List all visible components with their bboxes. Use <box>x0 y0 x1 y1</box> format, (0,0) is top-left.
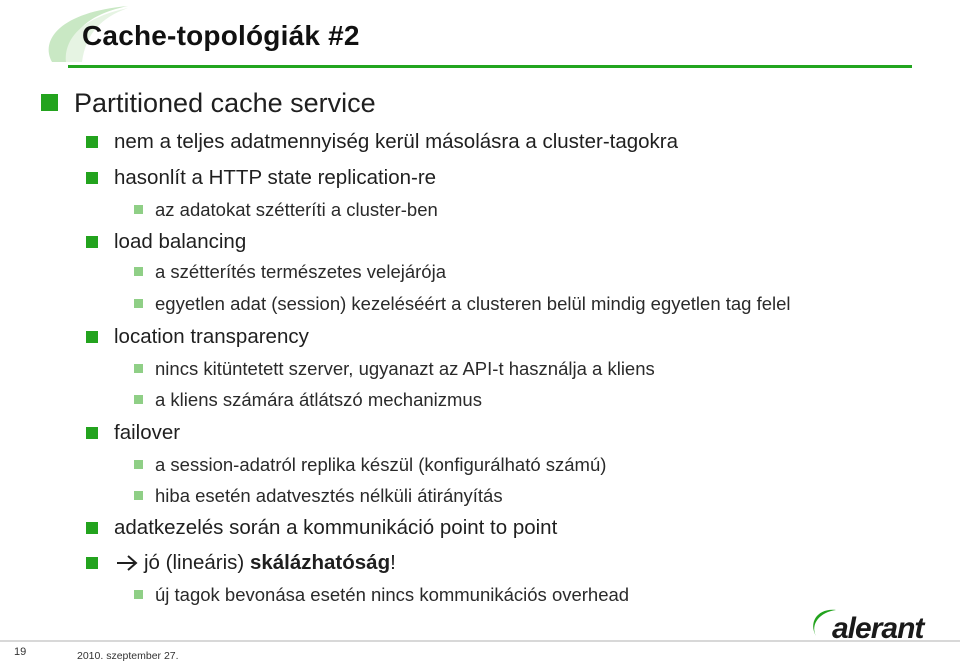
bullet-square-icon <box>86 522 98 534</box>
sub-bullet-item: a kliens számára átlátszó mechanizmus <box>155 389 482 410</box>
page-number: 19 <box>14 646 27 658</box>
title-divider <box>68 65 912 68</box>
sub-bullet-square-icon <box>134 395 143 404</box>
bullet-square-icon <box>86 172 98 184</box>
footer-date: 2010. szeptember 27. <box>77 650 179 662</box>
bullet-item: load balancing <box>114 230 247 253</box>
sub-bullet-item: nincs kitüntetett szerver, ugyanazt az API-t használja a kliens <box>155 358 655 379</box>
bullet-item: failover <box>114 421 181 444</box>
bullet-square-icon <box>86 236 98 248</box>
sub-bullet-item: az adatokat szétteríti a cluster-ben <box>155 199 438 220</box>
bullet-item-scalability <box>144 551 396 575</box>
sub-bullet-square-icon <box>134 460 143 469</box>
bullet-square-icon <box>86 136 98 148</box>
slide-heading: Partitioned cache service <box>74 88 376 118</box>
bullet-item: adatkezelés során a kommunikáció point to point <box>114 516 558 539</box>
sub-bullet-square-icon <box>134 267 143 276</box>
sub-bullet-item: új tagok bevonása esetén nincs kommunikációs overhead <box>155 584 630 605</box>
sub-bullet-square-icon <box>134 491 143 500</box>
sub-bullet-item: hiba esetén adatvesztés nélküli átirányítás <box>155 485 503 506</box>
sub-bullet-square-icon <box>134 364 143 373</box>
sub-bullet-item: a szétterítés természetes velejárója <box>155 261 446 282</box>
sub-bullet-square-icon <box>134 205 143 214</box>
alerant-logo-text: alerant <box>832 612 924 645</box>
bullet-item: nem a teljes adatmennyiség kerül másolásra a cluster-tagokra <box>114 130 679 153</box>
scalability-bold: skálázhatóság <box>249 551 391 574</box>
sub-bullet-item: a session-adatról replika készül (konfigurálható számú) <box>155 454 607 475</box>
scalability-suffix: ! <box>390 551 396 574</box>
bullet-square-icon <box>86 427 98 439</box>
right-arrow-icon <box>116 553 138 573</box>
slide-title: Cache-topológiák #2 <box>82 20 360 51</box>
sub-bullet-item: egyetlen adat (session) kezeléséért a clusteren belül mindig egyetlen tag felel <box>155 293 791 314</box>
bullet-square-icon <box>86 557 98 569</box>
sub-bullet-square-icon <box>134 590 143 599</box>
bullet-square-icon <box>41 94 58 111</box>
scalability-prefix: jó (lineáris) <box>144 551 250 574</box>
bullet-square-icon <box>86 331 98 343</box>
bullet-item: location transparency <box>114 325 309 348</box>
bullet-item: hasonlít a HTTP state replication-re <box>114 166 437 189</box>
sub-bullet-square-icon <box>134 299 143 308</box>
